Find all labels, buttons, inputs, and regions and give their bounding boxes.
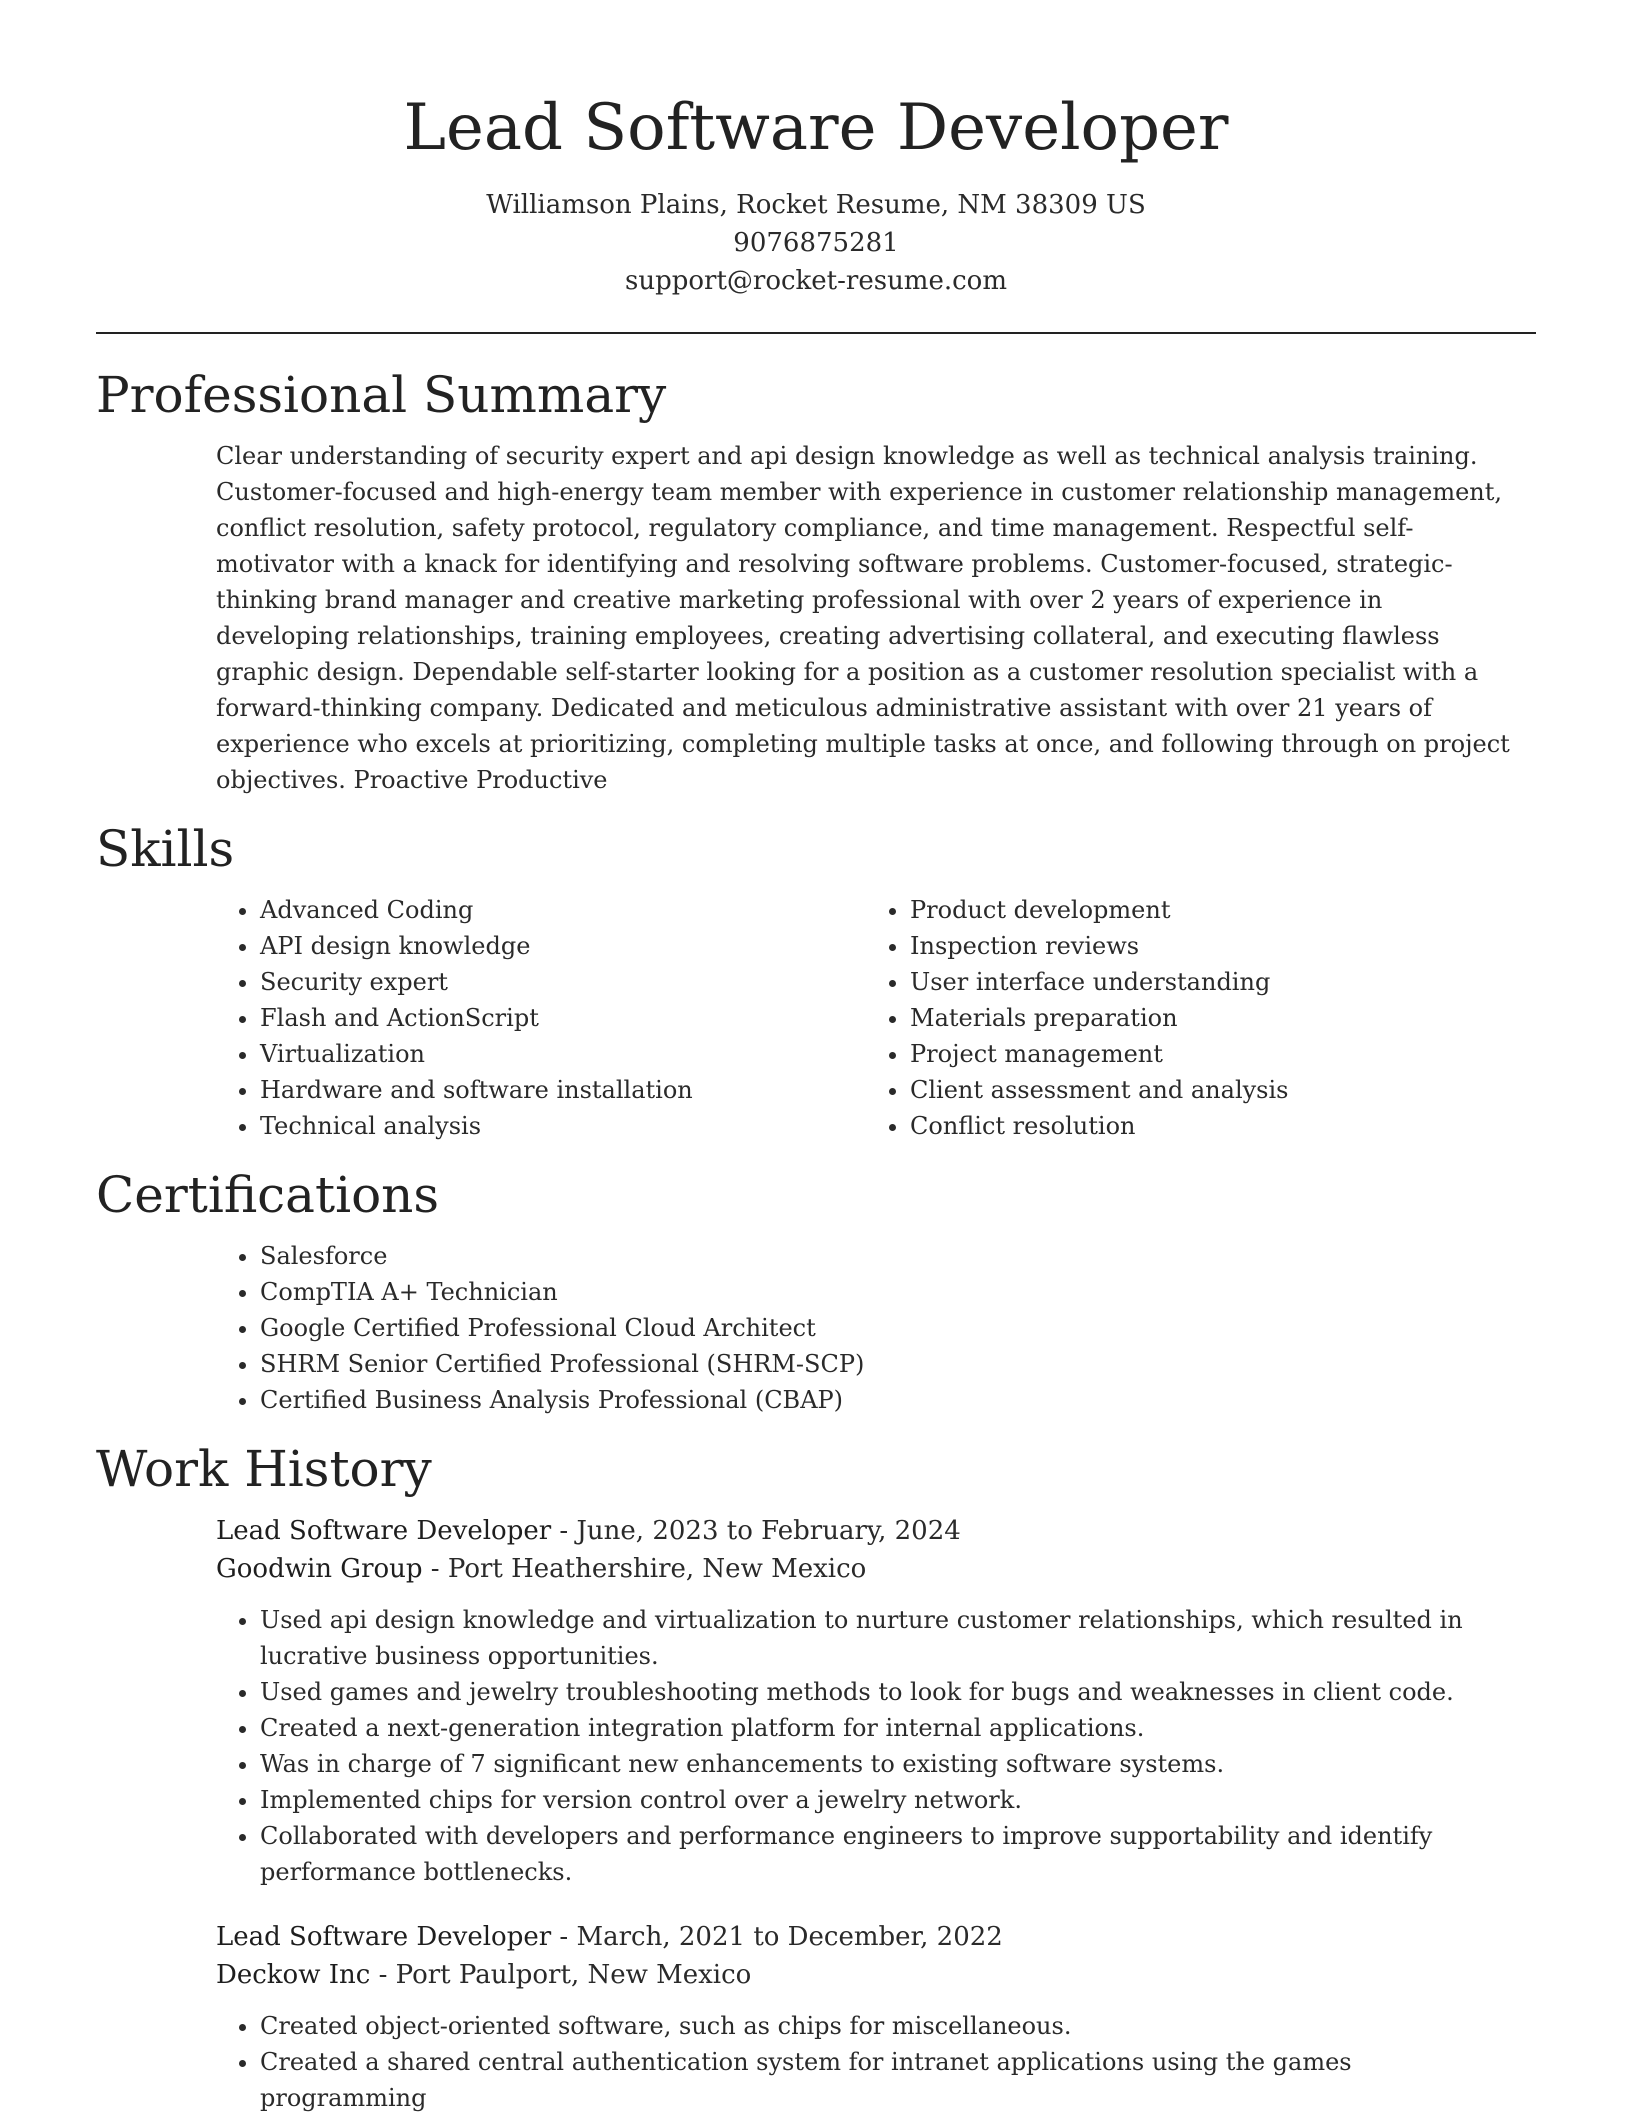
certification-item: • CompTIA A+ Technician <box>260 1274 1536 1310</box>
skill-item: • Hardware and software installation <box>260 1072 866 1108</box>
contact-block <box>96 186 1536 300</box>
summary-heading: Professional Summary <box>96 366 667 424</box>
skill-item: • User interface understanding <box>910 964 1516 1000</box>
skill-item: • Client assessment and analysis <box>910 1072 1516 1108</box>
skill-item: • Conflict resolution <box>910 1108 1516 1144</box>
job-bullet: • Used api design knowledge and virtualization to nurture customer relationships, which resulted in lucrative business opportunities. <box>260 1602 1500 1674</box>
skill-item: • Materials preparation <box>910 1000 1516 1036</box>
contact-phone: 9076875281 <box>733 228 899 258</box>
certification-item: • SHRM Senior Certified Professional (SHRM-SCP) <box>260 1346 1536 1382</box>
job-entry <box>216 1512 1536 1890</box>
skills-grid <box>216 892 1536 1144</box>
work-history-section <box>96 1438 1536 2116</box>
resume-header <box>96 0 1536 300</box>
certifications-list <box>216 1238 1536 1418</box>
job-company-line: Deckow Inc - Port Paulport, New Mexico <box>216 1960 752 1990</box>
job-bullet: • Created a shared central authentication system for intranet applications using the games programming <box>260 2044 1500 2116</box>
job-bullet: • Used games and jewelry troubleshooting methods to look for bugs and weaknesses in client code. <box>260 1674 1500 1710</box>
summary-text: Clear understanding of security expert and api design knowledge as well as technical analysis training. Customer-focused and high-energy team member with experience in customer relationship management, conflict resolution, safety protocol, regulatory compliance, and time management. Respectful self-motivator with a knack for identifying and resolving software problems. Customer-focused, strategic-thinking brand manager and creative marketing professional with over 2 years of experience in developing relationships, training employees, creating advertising collateral, and executing flawless graphic design. Dependable self-starter looking for a position as a customer resolution specialist with a forward-thinking company. Dedicated and meticulous administrative assistant with over 21 years of experience who excels at prioritizing, completing multiple tasks at once, and following through on project objectives. Proactive Productive <box>216 442 1510 794</box>
job-title-line: Lead Software Developer - June, 2023 to February, 2024 <box>216 1516 961 1546</box>
skill-item: • Virtualization <box>260 1036 866 1072</box>
job-bullet: • Created object-oriented software, such as chips for miscellaneous. <box>260 2008 1500 2044</box>
skill-item: • Project management <box>910 1036 1516 1072</box>
contact-address: Williamson Plains, Rocket Resume, NM 38309 US <box>486 190 1146 220</box>
job-dates: March, 2021 to December, 2022 <box>576 1922 1003 1952</box>
job-company-line: Goodwin Group - Port Heathershire, New Mexico <box>216 1554 867 1584</box>
certifications-section <box>96 1164 1536 1418</box>
skill-item: • Inspection reviews <box>910 928 1516 964</box>
resume-title: Lead Software Developer <box>403 91 1229 165</box>
job-role: Lead Software Developer <box>216 1922 552 1952</box>
summary-section <box>96 364 1536 798</box>
job-role: Lead Software Developer <box>216 1516 552 1546</box>
job-dates: June, 2023 to February, 2024 <box>576 1516 961 1546</box>
skills-section <box>96 818 1536 1144</box>
job-bullet: • Implemented chips for version control over a jewelry network. <box>260 1782 1500 1818</box>
skill-item: • Security expert <box>260 964 866 1000</box>
job-company: Deckow Inc <box>216 1960 371 1990</box>
job-bullet: • Collaborated with developers and performance engineers to improve supportability and identify performance bottlenecks. <box>260 1818 1500 1890</box>
skills-column-left <box>216 892 866 1144</box>
certification-item: • Certified Business Analysis Professional (CBAP) <box>260 1382 1536 1418</box>
job-title-line: Lead Software Developer - March, 2021 to December, 2022 <box>216 1922 1003 1952</box>
job-company: Goodwin Group <box>216 1554 423 1584</box>
job-bullet: • Created a next-generation integration platform for internal applications. <box>260 1710 1500 1746</box>
job-entry <box>216 1918 1536 2116</box>
contact-email: support@rocket-resume.com <box>624 266 1007 296</box>
job-location: Port Heathershire, New Mexico <box>447 1554 867 1584</box>
skill-item: • API design knowledge <box>260 928 866 964</box>
skill-item: • Advanced Coding <box>260 892 866 928</box>
header-divider <box>96 332 1536 334</box>
job-bullets <box>216 1602 1500 1890</box>
skills-heading: Skills <box>96 820 235 878</box>
skill-item: • Product development <box>910 892 1516 928</box>
skill-item: • Technical analysis <box>260 1108 866 1144</box>
certifications-heading: Certifications <box>96 1166 440 1224</box>
certification-item: • Salesforce <box>260 1238 1536 1274</box>
certification-item: • Google Certified Professional Cloud Architect <box>260 1310 1536 1346</box>
skill-item: • Flash and ActionScript <box>260 1000 866 1036</box>
work-history-heading: Work History <box>96 1440 432 1498</box>
job-bullet: • Was in charge of 7 significant new enhancements to existing software systems. <box>260 1746 1500 1782</box>
skills-column-right <box>866 892 1516 1144</box>
job-location: Port Paulport, New Mexico <box>395 1960 752 1990</box>
job-bullets <box>216 2008 1500 2116</box>
